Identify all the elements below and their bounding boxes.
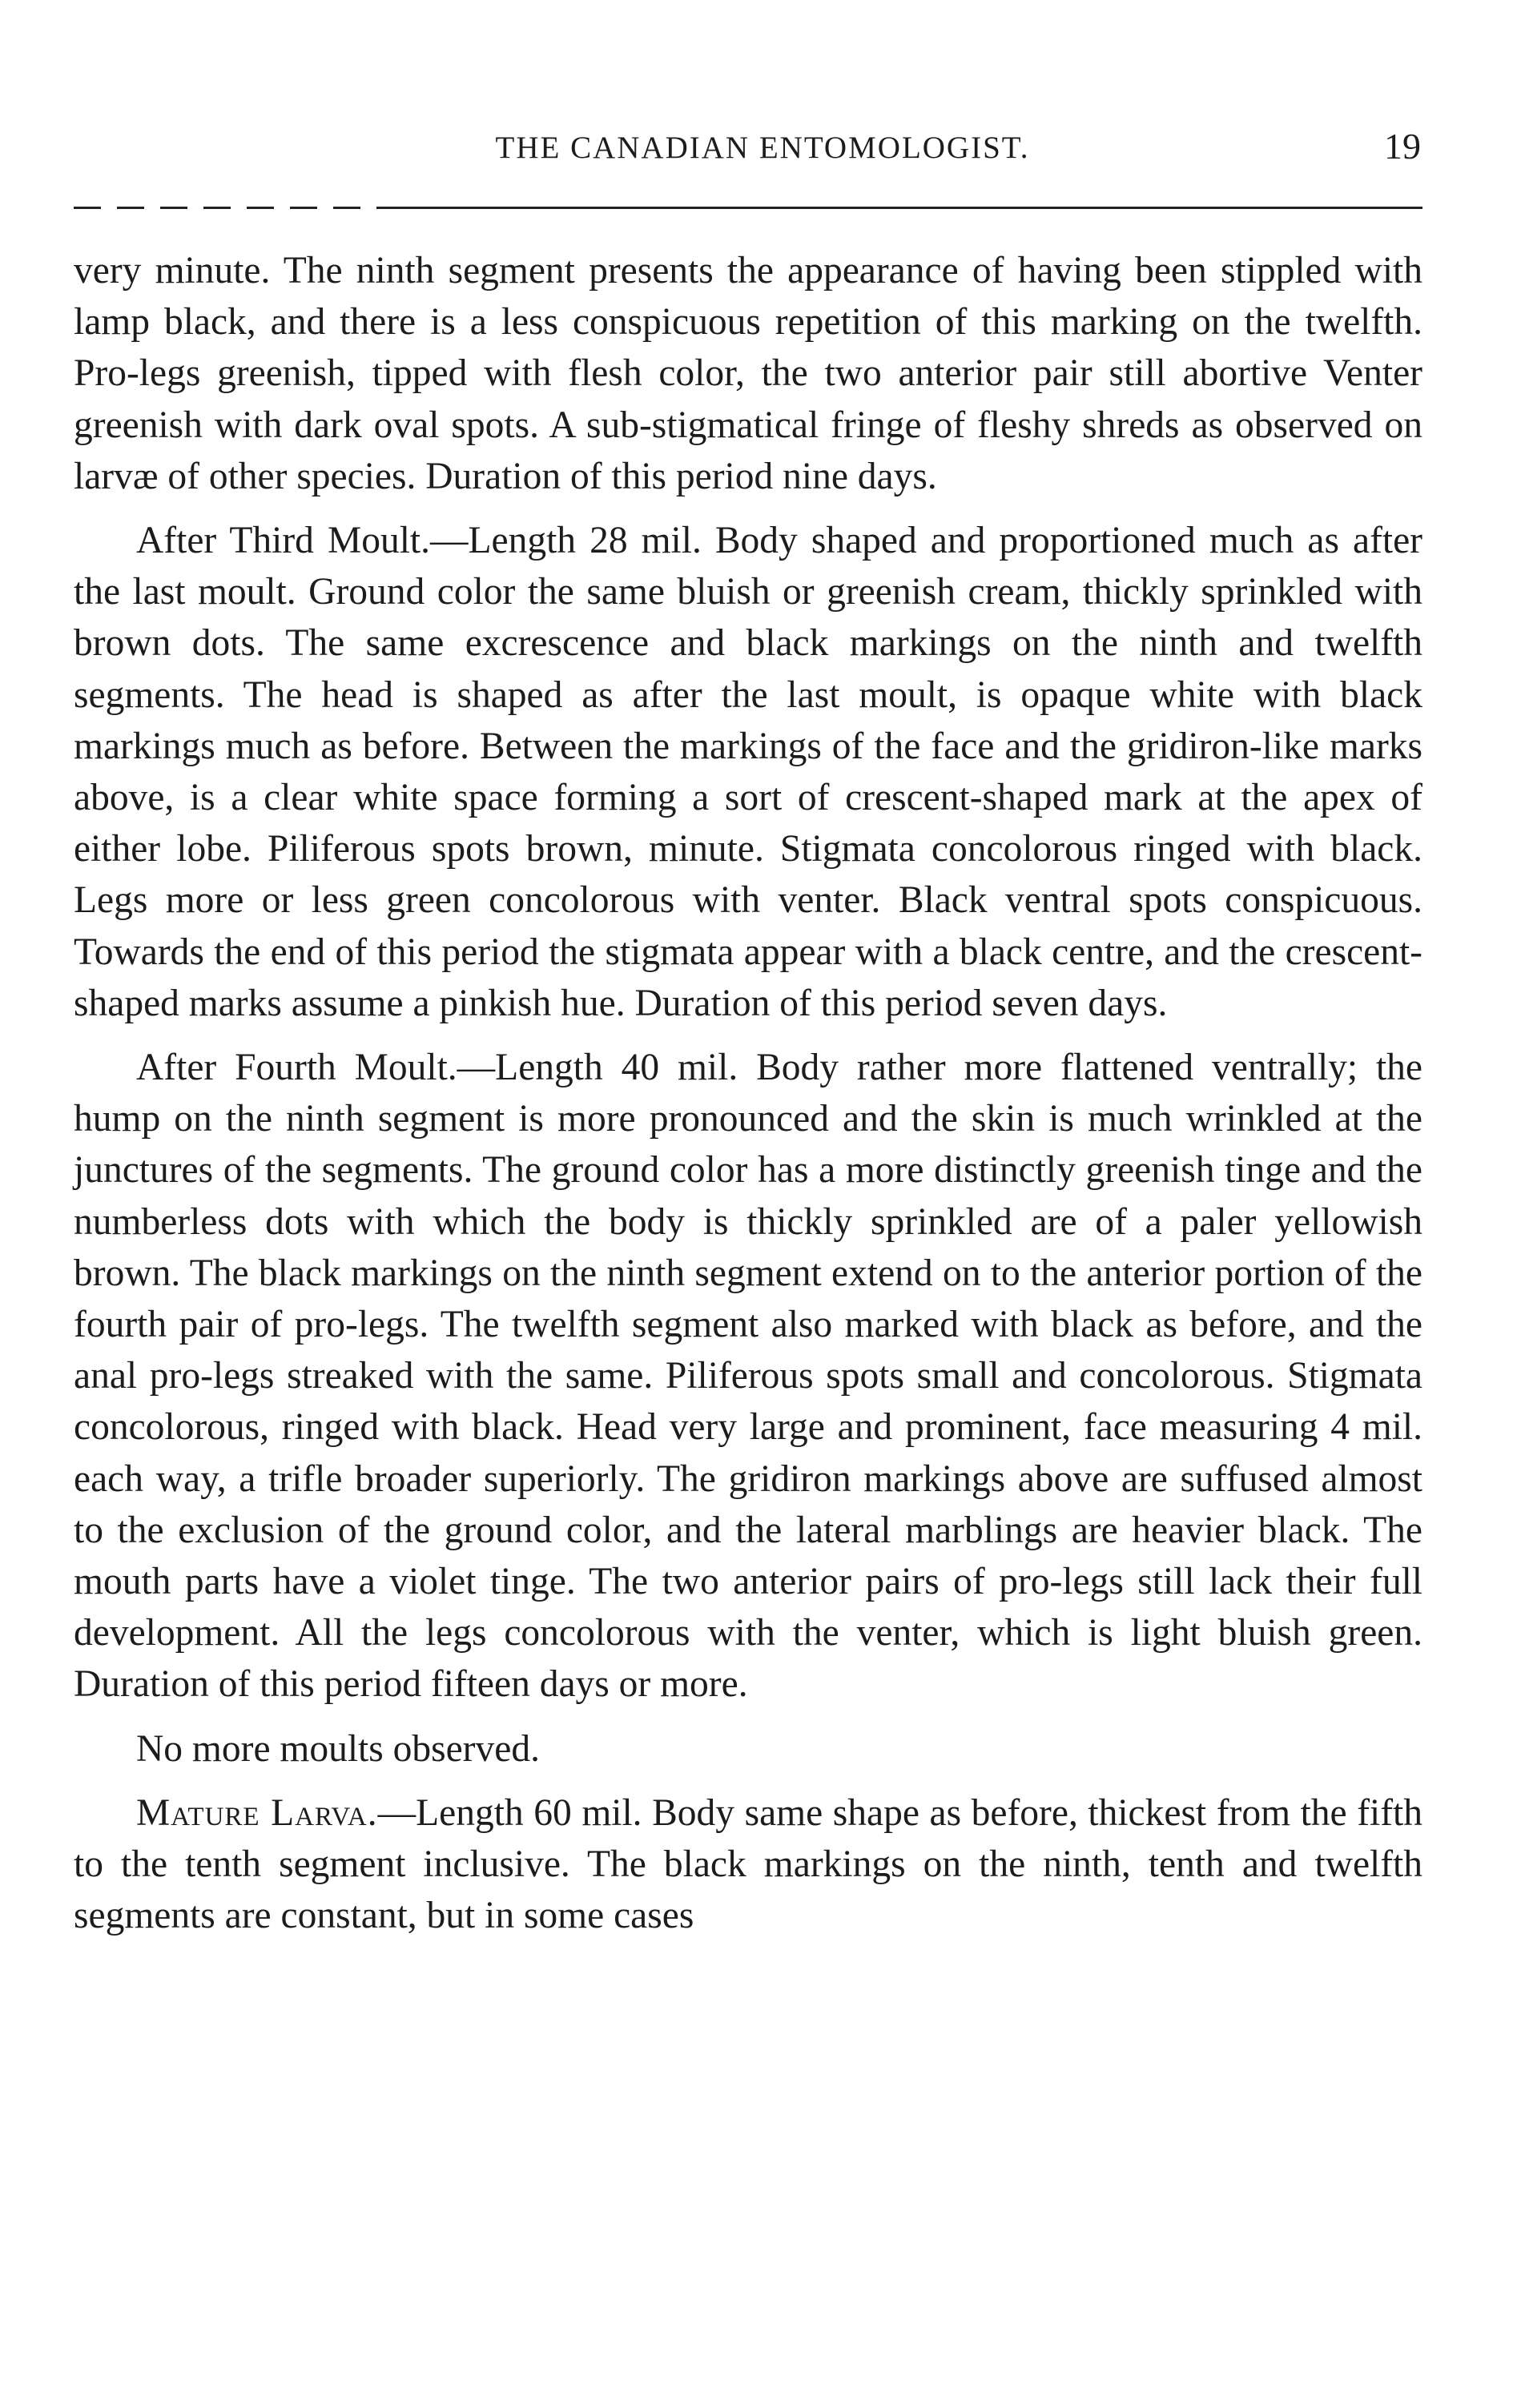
paragraph-lead: Mature Larva. [136,1791,378,1834]
running-head [72,126,1421,178]
paragraph-mature-larva [74,1787,1422,1942]
header-rule [74,207,1422,209]
paragraph-fourth-moult [74,1042,1422,1711]
article-body [74,245,1422,1955]
paragraph-no-more-moults [74,1723,1422,1775]
paragraph-text: After Third Moult.—Length 28 mil. Body shaped and proportioned much as after the last moult. Ground color the same bluish or greenish cream, thickly sprinkled with brown dots. The same excrescence and black markings on the ninth and twelfth segments. The head is shaped as after the last moult, is opaque white with black markings much as before. Between the markings of the face and the gridiron-like marks above, is a clear white space forming a sort of crescent-shaped mark at the apex of either lobe. Piliferous spots brown, minute. Stigmata concolorous ringed with black. Legs more or less green concolorous with venter. Black ventral spots conspicuous. Towards the end of this period the stigmata appear with a black centre, and the crescent-shaped marks assume a pinkish hue. Duration of this period seven days. [74,520,1422,1024]
paragraph-third-moult [74,515,1422,1029]
paragraph-continuation [74,245,1422,502]
paragraph-text: After Fourth Moult.—Length 40 mil. Body rather more flattened ventrally; the hump on the ninth segment is more pronounced and the skin is much wrinkled at the junctures of the segments. The ground color has a more distinctly greenish tinge and the numberless dots with which the body is thickly sprinkled are of a paler yellowish brown. The black markings on the ninth segment extend on to the anterior portion of the fourth pair of pro-legs. The twelfth segment also marked with black as before, and the anal pro-legs streaked with the same. Piliferous spots small and concolorous. Stigmata concolorous, ringed with black. Head very large and prominent, face measuring 4 mil. each way, a trifle broader superiorly. The gridiron markings above are suffused almost to the exclusion of the ground color, and the lateral marblings are heavier black. The mouth parts have a violet tinge. The two anterior pairs of pro-legs still lack their full development. All the legs concolorous with the venter, which is light bluish green. Duration of this period fifteen days or more. [74,1047,1422,1706]
page-number: 19 [1384,126,1421,167]
paragraph-text: No more moults observed. [136,1727,540,1770]
paragraph-text: —Length 60 mil. Body same shape as before, thickest from the fifth to the tenth segment inclusive. The black markings on the ninth, tenth and twelfth segments are constant, but in some cases [74,1791,1422,1937]
journal-title: THE CANADIAN ENTOMOLOGIST. [495,131,1030,165]
paragraph-text: very minute. The ninth segment presents the appearance of having been stippled with lamp black, and there is a less conspicuous repetition of this marking on the twelfth. Pro-legs greenish, tipped with flesh color, the two anterior pair still abortive Venter greenish with dark oval spots. A sub-stigmatical fringe of fleshy shreds as observed on larvæ of other species. Duration of this period nine days. [74,250,1422,497]
